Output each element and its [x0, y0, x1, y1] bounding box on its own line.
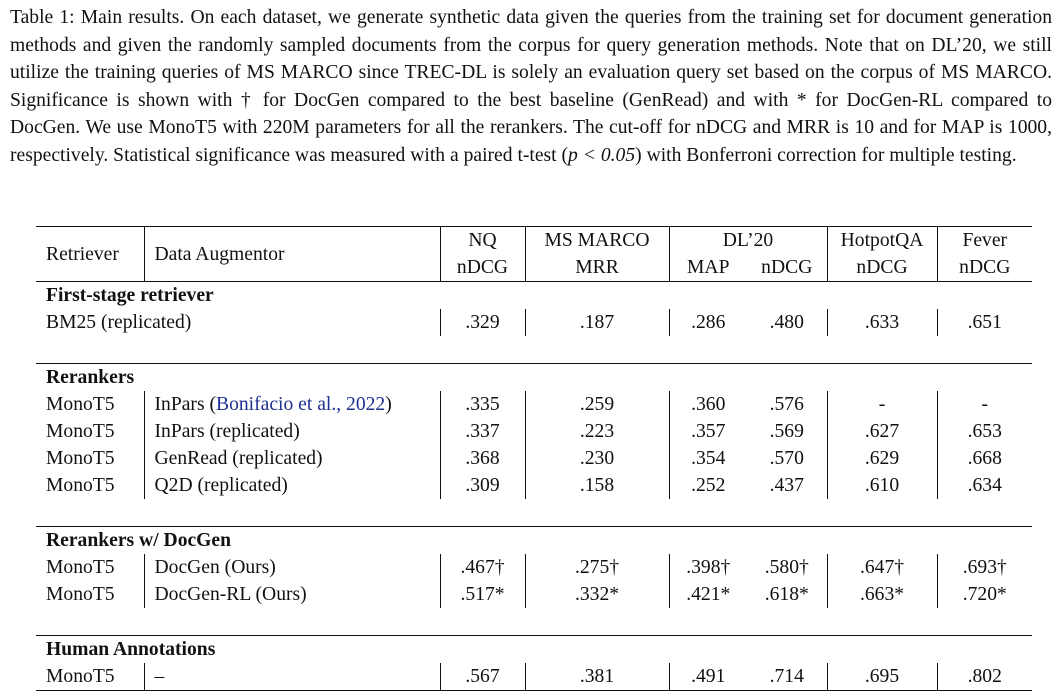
section-title: Human Annotations [46, 639, 216, 660]
cell-fever: .802 [937, 663, 1032, 691]
results-table [36, 226, 1032, 691]
cell-nq: .368 [440, 445, 525, 472]
cell-msmarco: .259 [525, 391, 669, 418]
cell-hotpot: .647† [827, 554, 937, 581]
cell-dl20-ndcg: .480 [769, 312, 804, 333]
cell-nq: .337 [440, 418, 525, 445]
section-title: Rerankers w/ DocGen [46, 530, 232, 551]
cell-dl20-map: .357 [669, 418, 747, 445]
row-augmentor [144, 391, 440, 418]
spacer [36, 499, 1032, 527]
header-row-1 [36, 227, 1032, 255]
cell-hotpot: .663* [827, 581, 937, 608]
cell-dl20-map: .491 [669, 663, 747, 691]
metric-dl20-map: MAP [669, 254, 747, 282]
row-retriever: MonoT5 [46, 421, 115, 442]
cell-dl20-ndcg: .714 [769, 666, 804, 687]
cell-hotpot: .695 [827, 663, 937, 691]
col-header-msmarco: MS MARCO [525, 227, 669, 255]
row-retriever: MonoT5 [46, 475, 115, 496]
row-augmentor: DocGen (Ours) [144, 554, 440, 581]
table-row [36, 581, 1032, 608]
row-augmentor: Q2D (replicated) [144, 472, 440, 499]
metric-fever: nDCG [937, 254, 1032, 282]
cell-dl20-map: .360 [669, 391, 747, 418]
section-first-stage [36, 282, 1032, 310]
cell-msmarco: .381 [525, 663, 669, 691]
cell-fever: - [937, 391, 1032, 418]
col-header-nq: NQ [440, 227, 525, 255]
cell-msmarco: .187 [525, 309, 669, 336]
row-augmentor: DocGen-RL (Ours) [144, 581, 440, 608]
cell-fever: .668 [937, 445, 1032, 472]
table-row [36, 663, 1032, 691]
table-row [36, 554, 1032, 581]
metric-msmarco: MRR [525, 254, 669, 282]
row-retriever: BM25 (replicated) [46, 312, 192, 333]
cell-dl20-ndcg: .437 [769, 475, 804, 496]
cell-dl20-ndcg: .576 [769, 394, 804, 415]
cell-hotpot: .627 [827, 418, 937, 445]
metric-nq: nDCG [440, 254, 525, 282]
cell-msmarco: .158 [525, 472, 669, 499]
cell-fever: .634 [937, 472, 1032, 499]
cell-dl20-map: .398† [669, 554, 747, 581]
col-header-retriever: Retriever [46, 243, 119, 265]
cell-fever: .693† [937, 554, 1032, 581]
col-header-augmentor: Data Augmentor [144, 227, 440, 282]
cell-dl20-map: .252 [669, 472, 747, 499]
cell-nq: .335 [440, 391, 525, 418]
row-augmentor: – [144, 663, 440, 691]
col-header-dl20: DL’20 [669, 227, 827, 255]
metric-hotpot: nDCG [827, 254, 937, 282]
row-retriever: MonoT5 [46, 666, 115, 687]
section-human [36, 636, 1032, 664]
cell-dl20-ndcg: .570 [769, 448, 804, 469]
cell-dl20-map: .354 [669, 445, 747, 472]
col-header-hotpot: HotpotQA [827, 227, 937, 255]
cell-nq: .467† [440, 554, 525, 581]
section-title: Rerankers [46, 367, 135, 388]
row-augmentor: GenRead (replicated) [144, 445, 440, 472]
cell-dl20-ndcg: .580† [764, 557, 809, 578]
row-retriever: MonoT5 [46, 584, 115, 605]
row-retriever: MonoT5 [46, 394, 115, 415]
cell-hotpot: .629 [827, 445, 937, 472]
cell-hotpot: .633 [827, 309, 937, 336]
section-docgen [36, 527, 1032, 555]
table-row [36, 418, 1032, 445]
caption-text: Table 1: Main results. On each dataset, we generate synthetic data given the queries from the training set for document generation methods and given the randomly sampled documents from the corpus for query generation methods. Note that on DL’20, we still utilize the training queries of MS MARCO since TREC-DL is solely an evaluation query set based on the corpus of MS MARCO. Significance is shown with † for DocGen compared to the best baseline (GenRead) and with * for DocGen-RL compared to DocGen. We use MonoT5 with 220M parameters for all the rerankers. The cut-off for nDCG and MRR is 10 and for MAP is 1000, respectively. Statistical significance was measured with a paired t-test ( [10, 7, 1052, 166]
cell-dl20-map: .421* [669, 581, 747, 608]
cell-nq: .567 [440, 663, 525, 691]
table-row [36, 391, 1032, 418]
table-row [36, 472, 1032, 499]
caption-math: p < 0.05 [568, 144, 636, 166]
cell-msmarco: .332* [525, 581, 669, 608]
cell-msmarco: .275† [525, 554, 669, 581]
table-caption [10, 4, 1052, 170]
cell-dl20-map: .286 [669, 309, 747, 336]
col-header-fever: Fever [937, 227, 1032, 255]
cell-fever: .651 [937, 309, 1032, 336]
cell-nq: .329 [440, 309, 525, 336]
row-retriever: MonoT5 [46, 448, 115, 469]
table-row [36, 309, 1032, 336]
row-augmentor: InPars (replicated) [144, 418, 440, 445]
table-row [36, 445, 1032, 472]
metric-dl20-ndcg: nDCG [761, 257, 813, 278]
cell-fever: .720* [937, 581, 1032, 608]
cell-dl20-ndcg: .569 [769, 421, 804, 442]
aug-text-end: ) [385, 394, 392, 415]
row-retriever: MonoT5 [46, 557, 115, 578]
spacer [36, 336, 1032, 364]
section-rerankers [36, 364, 1032, 392]
citation-link[interactable]: Bonifacio et al., 2022 [216, 394, 386, 415]
caption-text-end: ) with Bonferroni correction for multiple testing. [635, 144, 1017, 166]
cell-nq: .309 [440, 472, 525, 499]
cell-msmarco: .223 [525, 418, 669, 445]
spacer [36, 608, 1032, 636]
cell-dl20-ndcg: .618* [764, 584, 809, 605]
section-title: First-stage retriever [46, 285, 214, 306]
cell-hotpot: - [827, 391, 937, 418]
aug-text: InPars ( [154, 394, 216, 415]
cell-nq: .517* [440, 581, 525, 608]
cell-fever: .653 [937, 418, 1032, 445]
cell-hotpot: .610 [827, 472, 937, 499]
cell-msmarco: .230 [525, 445, 669, 472]
